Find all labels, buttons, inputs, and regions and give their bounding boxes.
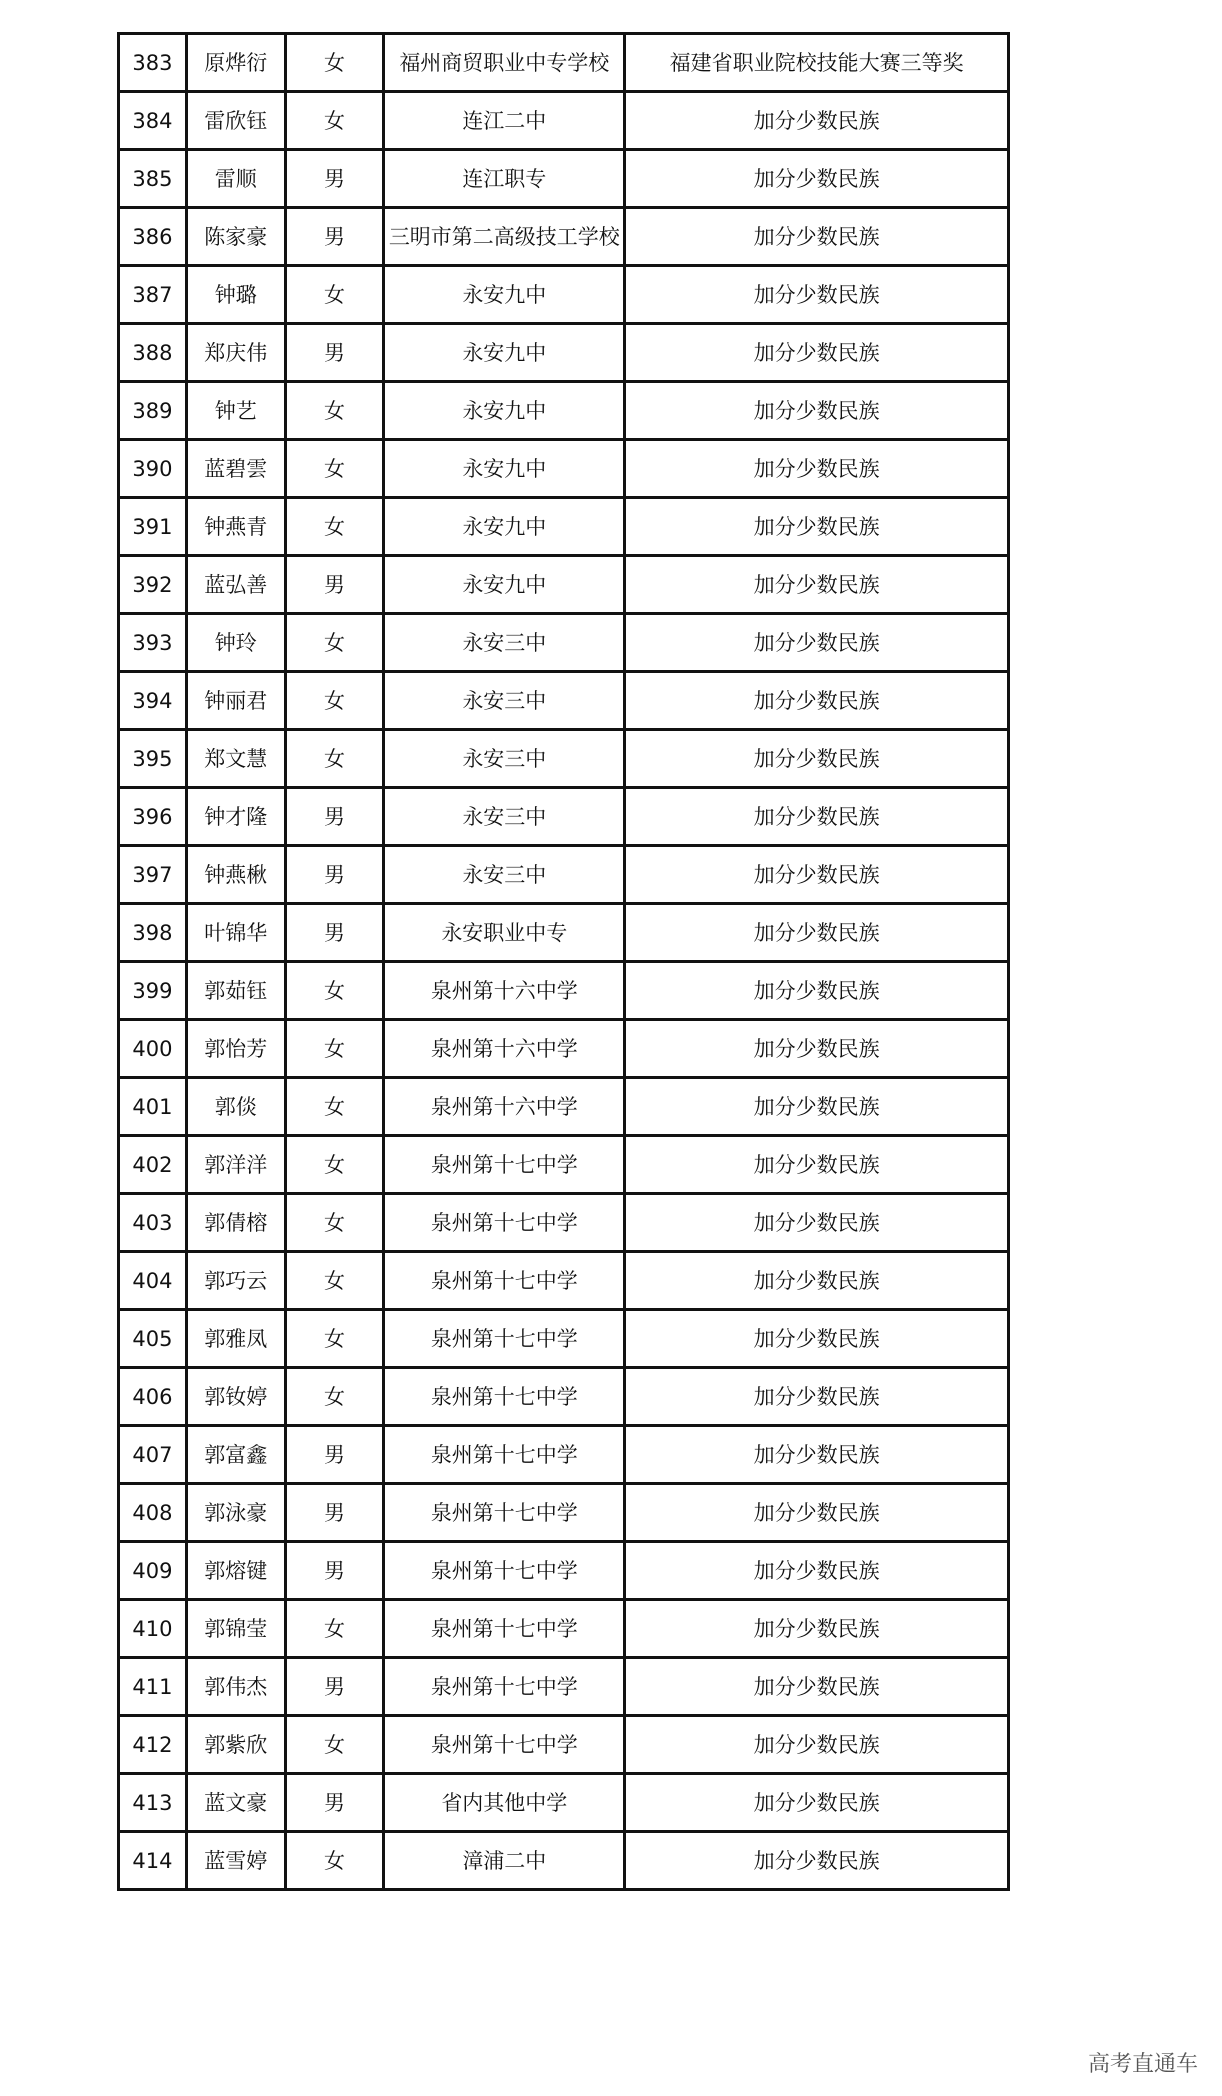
gender-cell: 男 [285,904,384,962]
student-name-cell: 雷顺 [186,150,285,208]
row-number-cell: 393 [119,614,187,672]
bonus-reason-cell: 加分少数民族 [625,208,1009,266]
watermark-text: 高考直通车 [1087,2052,1198,2077]
gender-cell: 女 [285,440,384,498]
student-name-cell: 钟艺 [186,382,285,440]
table-row [119,1484,1009,1542]
row-number-cell: 394 [119,672,187,730]
gender-cell: 男 [285,1484,384,1542]
school-cell: 泉州第十七中学 [384,1310,625,1368]
school-cell: 永安三中 [384,846,625,904]
gender-cell: 男 [285,324,384,382]
bonus-reason-cell: 加分少数民族 [625,788,1009,846]
table-row [119,1310,1009,1368]
gender-cell: 女 [285,672,384,730]
school-cell: 连江职专 [384,150,625,208]
student-name-cell: 蓝雪婷 [186,1832,285,1890]
table-row [119,34,1009,92]
bonus-reason-cell: 加分少数民族 [625,1774,1009,1832]
roster-table [117,32,1010,1891]
student-name-cell: 郭巧云 [186,1252,285,1310]
row-number-cell: 391 [119,498,187,556]
row-number-cell: 390 [119,440,187,498]
table-row [119,1020,1009,1078]
school-cell: 泉州第十七中学 [384,1716,625,1774]
student-name-cell: 蓝文豪 [186,1774,285,1832]
bonus-reason-cell: 加分少数民族 [625,1716,1009,1774]
bonus-reason-cell: 加分少数民族 [625,1658,1009,1716]
bonus-reason-cell: 福建省职业院校技能大赛三等奖 [625,34,1009,92]
school-cell: 永安职业中专 [384,904,625,962]
row-number-cell: 388 [119,324,187,382]
school-cell: 泉州第十七中学 [384,1368,625,1426]
student-name-cell: 钟玲 [186,614,285,672]
table-row [119,208,1009,266]
gender-cell: 女 [285,1020,384,1078]
bonus-reason-cell: 加分少数民族 [625,150,1009,208]
student-name-cell: 钟璐 [186,266,285,324]
table-row [119,846,1009,904]
bonus-reason-cell: 加分少数民族 [625,92,1009,150]
gender-cell: 男 [285,1774,384,1832]
row-number-cell: 386 [119,208,187,266]
school-cell: 省内其他中学 [384,1774,625,1832]
school-cell: 永安九中 [384,324,625,382]
student-name-cell: 郭紫欣 [186,1716,285,1774]
gender-cell: 女 [285,266,384,324]
gender-cell: 女 [285,1600,384,1658]
gender-cell: 男 [285,556,384,614]
student-name-cell: 郭富鑫 [186,1426,285,1484]
bonus-reason-cell: 加分少数民族 [625,1368,1009,1426]
table-row [119,730,1009,788]
school-cell: 永安九中 [384,266,625,324]
gender-cell: 女 [285,498,384,556]
school-cell: 泉州第十七中学 [384,1542,625,1600]
gender-cell: 男 [285,1542,384,1600]
school-cell: 永安九中 [384,440,625,498]
gender-cell: 男 [285,788,384,846]
school-cell: 泉州第十七中学 [384,1484,625,1542]
school-cell: 漳浦二中 [384,1832,625,1890]
bonus-reason-cell: 加分少数民族 [625,672,1009,730]
bonus-reason-cell: 加分少数民族 [625,1426,1009,1484]
row-number-cell: 389 [119,382,187,440]
student-name-cell: 郭倓 [186,1078,285,1136]
roster-table-body [119,34,1009,1890]
student-name-cell: 郭伟杰 [186,1658,285,1716]
table-row [119,324,1009,382]
school-cell: 福州商贸职业中专学校 [384,34,625,92]
student-name-cell: 郑文慧 [186,730,285,788]
school-cell: 永安三中 [384,614,625,672]
bonus-reason-cell: 加分少数民族 [625,1020,1009,1078]
bonus-reason-cell: 加分少数民族 [625,498,1009,556]
bonus-reason-cell: 加分少数民族 [625,556,1009,614]
school-cell: 永安九中 [384,556,625,614]
bonus-reason-cell: 加分少数民族 [625,1078,1009,1136]
table-row [119,962,1009,1020]
table-row [119,1426,1009,1484]
school-cell: 泉州第十七中学 [384,1600,625,1658]
table-row [119,672,1009,730]
table-row [119,382,1009,440]
bonus-reason-cell: 加分少数民族 [625,440,1009,498]
gender-cell: 女 [285,1252,384,1310]
row-number-cell: 383 [119,34,187,92]
school-cell: 永安三中 [384,730,625,788]
gender-cell: 女 [285,730,384,788]
row-number-cell: 403 [119,1194,187,1252]
student-name-cell: 郑庆伟 [186,324,285,382]
bonus-reason-cell: 加分少数民族 [625,904,1009,962]
row-number-cell: 384 [119,92,187,150]
student-name-cell: 郭泳豪 [186,1484,285,1542]
school-cell: 泉州第十七中学 [384,1658,625,1716]
bonus-reason-cell: 加分少数民族 [625,962,1009,1020]
gender-cell: 男 [285,208,384,266]
row-number-cell: 411 [119,1658,187,1716]
student-name-cell: 钟才隆 [186,788,285,846]
table-row [119,1774,1009,1832]
student-name-cell: 钟丽君 [186,672,285,730]
bonus-reason-cell: 加分少数民族 [625,730,1009,788]
row-number-cell: 400 [119,1020,187,1078]
table-row [119,1078,1009,1136]
row-number-cell: 405 [119,1310,187,1368]
student-name-cell: 叶锦华 [186,904,285,962]
school-cell: 永安九中 [384,498,625,556]
student-name-cell: 钟燕楸 [186,846,285,904]
table-row [119,1716,1009,1774]
student-name-cell: 郭怡芳 [186,1020,285,1078]
table-row [119,1542,1009,1600]
gender-cell: 女 [285,1194,384,1252]
row-number-cell: 399 [119,962,187,1020]
school-cell: 泉州第十七中学 [384,1194,625,1252]
student-name-cell: 郭倩榕 [186,1194,285,1252]
student-name-cell: 郭锦莹 [186,1600,285,1658]
row-number-cell: 413 [119,1774,187,1832]
bonus-reason-cell: 加分少数民族 [625,382,1009,440]
table-row [119,1136,1009,1194]
school-cell: 泉州第十六中学 [384,1078,625,1136]
row-number-cell: 406 [119,1368,187,1426]
table-row [119,266,1009,324]
bonus-reason-cell: 加分少数民族 [625,1542,1009,1600]
gender-cell: 女 [285,382,384,440]
row-number-cell: 412 [119,1716,187,1774]
table-row [119,1832,1009,1890]
gender-cell: 女 [285,1368,384,1426]
school-cell: 泉州第十七中学 [384,1136,625,1194]
table-row [119,788,1009,846]
gender-cell: 女 [285,34,384,92]
gender-cell: 男 [285,846,384,904]
row-number-cell: 392 [119,556,187,614]
gender-cell: 男 [285,1426,384,1484]
student-name-cell: 郭洋洋 [186,1136,285,1194]
row-number-cell: 408 [119,1484,187,1542]
table-row [119,556,1009,614]
school-cell: 泉州第十六中学 [384,962,625,1020]
student-name-cell: 钟燕青 [186,498,285,556]
row-number-cell: 402 [119,1136,187,1194]
row-number-cell: 385 [119,150,187,208]
table-row [119,1368,1009,1426]
bonus-reason-cell: 加分少数民族 [625,614,1009,672]
table-row [119,1600,1009,1658]
row-number-cell: 398 [119,904,187,962]
school-cell: 泉州第十七中学 [384,1426,625,1484]
bonus-reason-cell: 加分少数民族 [625,1194,1009,1252]
student-name-cell: 蓝弘善 [186,556,285,614]
row-number-cell: 410 [119,1600,187,1658]
student-name-cell: 郭雅凤 [186,1310,285,1368]
table-row [119,1658,1009,1716]
gender-cell: 男 [285,1658,384,1716]
bonus-reason-cell: 加分少数民族 [625,1832,1009,1890]
student-name-cell: 蓝碧雲 [186,440,285,498]
gender-cell: 女 [285,1716,384,1774]
gender-cell: 女 [285,1832,384,1890]
school-cell: 三明市第二高级技工学校 [384,208,625,266]
bonus-reason-cell: 加分少数民族 [625,1600,1009,1658]
bonus-reason-cell: 加分少数民族 [625,1252,1009,1310]
student-name-cell: 郭茹钰 [186,962,285,1020]
student-name-cell: 原烨衍 [186,34,285,92]
student-name-cell: 雷欣钰 [186,92,285,150]
row-number-cell: 387 [119,266,187,324]
bonus-reason-cell: 加分少数民族 [625,324,1009,382]
gender-cell: 女 [285,962,384,1020]
gender-cell: 女 [285,614,384,672]
school-cell: 连江二中 [384,92,625,150]
bonus-reason-cell: 加分少数民族 [625,1310,1009,1368]
bonus-reason-cell: 加分少数民族 [625,846,1009,904]
row-number-cell: 404 [119,1252,187,1310]
table-row [119,1252,1009,1310]
school-cell: 泉州第十六中学 [384,1020,625,1078]
bonus-reason-cell: 加分少数民族 [625,1484,1009,1542]
gender-cell: 女 [285,1078,384,1136]
school-cell: 永安三中 [384,672,625,730]
student-name-cell: 郭钕婷 [186,1368,285,1426]
table-row [119,1194,1009,1252]
table-row [119,440,1009,498]
table-row [119,150,1009,208]
table-row [119,904,1009,962]
school-cell: 泉州第十七中学 [384,1252,625,1310]
table-row [119,614,1009,672]
row-number-cell: 407 [119,1426,187,1484]
table-row [119,498,1009,556]
gender-cell: 女 [285,92,384,150]
row-number-cell: 396 [119,788,187,846]
row-number-cell: 395 [119,730,187,788]
row-number-cell: 397 [119,846,187,904]
gender-cell: 男 [285,150,384,208]
student-name-cell: 郭熔键 [186,1542,285,1600]
gender-cell: 女 [285,1136,384,1194]
bonus-reason-cell: 加分少数民族 [625,1136,1009,1194]
bonus-reason-cell: 加分少数民族 [625,266,1009,324]
school-cell: 永安九中 [384,382,625,440]
row-number-cell: 401 [119,1078,187,1136]
gender-cell: 女 [285,1310,384,1368]
row-number-cell: 414 [119,1832,187,1890]
roster-table-container [117,32,1010,1891]
table-row [119,92,1009,150]
school-cell: 永安三中 [384,788,625,846]
row-number-cell: 409 [119,1542,187,1600]
student-name-cell: 陈家豪 [186,208,285,266]
